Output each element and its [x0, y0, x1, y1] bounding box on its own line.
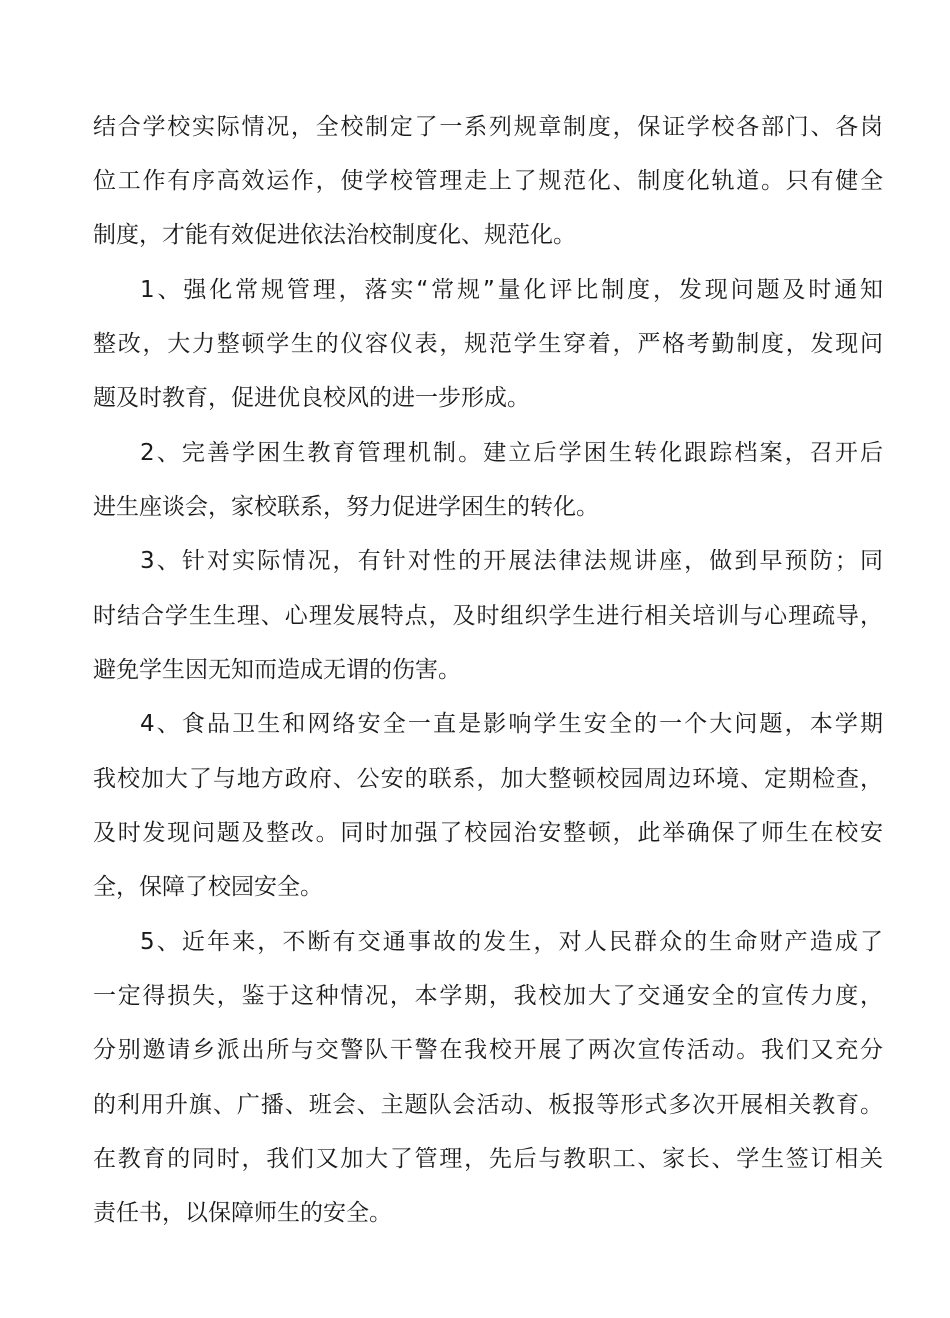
text-line: 时结合学生生理、心理发展特点，及时组织学生进行相关培训与心理疏导， — [93, 603, 883, 629]
text-line: 分别邀请乡派出所与交警队干警在我校开展了两次宣传活动。我们又充分 — [93, 1037, 883, 1063]
text-line: 我校加大了与地方政府、公安的联系，加大整顿校园周边环境、定期检查， — [93, 766, 883, 792]
text-line: 一定得损失，鉴于这种情况，本学期，我校加大了交通安全的宣传力度， — [93, 983, 883, 1009]
text-line: 的利用升旗、广播、班会、主题队会活动、板报等形式多次开展相关教育。 — [93, 1092, 883, 1118]
text-line: 题及时教育，促进优良校风的进一步形成。 — [93, 385, 530, 411]
text-line: 在教育的同时，我们又加大了管理，先后与教职工、家长、学生签订相关 — [93, 1146, 883, 1172]
text-line: 全，保障了校园安全。 — [93, 874, 323, 900]
paragraph-5-first-line: 5、近年来，不断有交通事故的发生，对人民群众的生命财产造成了 — [140, 929, 883, 955]
text-line: 责任书，以保障师生的安全。 — [93, 1200, 392, 1226]
text-line: 进生座谈会，家校联系，努力促进学困生的转化。 — [93, 494, 599, 520]
text-line: 结合学校实际情况，全校制定了一系列规章制度，保证学校各部门、各岗 — [93, 114, 883, 140]
text-line: 避免学生因无知而造成无谓的伤害。 — [93, 657, 461, 683]
text-line: 及时发现问题及整改。同时加强了校园治安整顿，此举确保了师生在校安 — [93, 820, 883, 846]
text-line: 整改，大力整顿学生的仪容仪表，规范学生穿着，严格考勤制度，发现问 — [93, 331, 883, 357]
paragraph-4-first-line: 4、食品卫生和网络安全一直是影响学生安全的一个大问题，本学期 — [140, 711, 883, 737]
text-line: 制度，才能有效促进依法治校制度化、规范化。 — [93, 222, 576, 248]
paragraph-2-first-line: 2、完善学困生教育管理机制。建立后学困生转化跟踪档案，召开后 — [140, 440, 883, 466]
paragraph-1-first-line: 1、强化常规管理，落实“常规”量化评比制度，发现问题及时通知 — [140, 277, 883, 303]
text-line: 位工作有序高效运作，使学校管理走上了规范化、制度化轨道。只有健全 — [93, 168, 883, 194]
paragraph-3-first-line: 3、针对实际情况，有针对性的开展法律法规讲座，做到早预防；同 — [140, 548, 883, 574]
